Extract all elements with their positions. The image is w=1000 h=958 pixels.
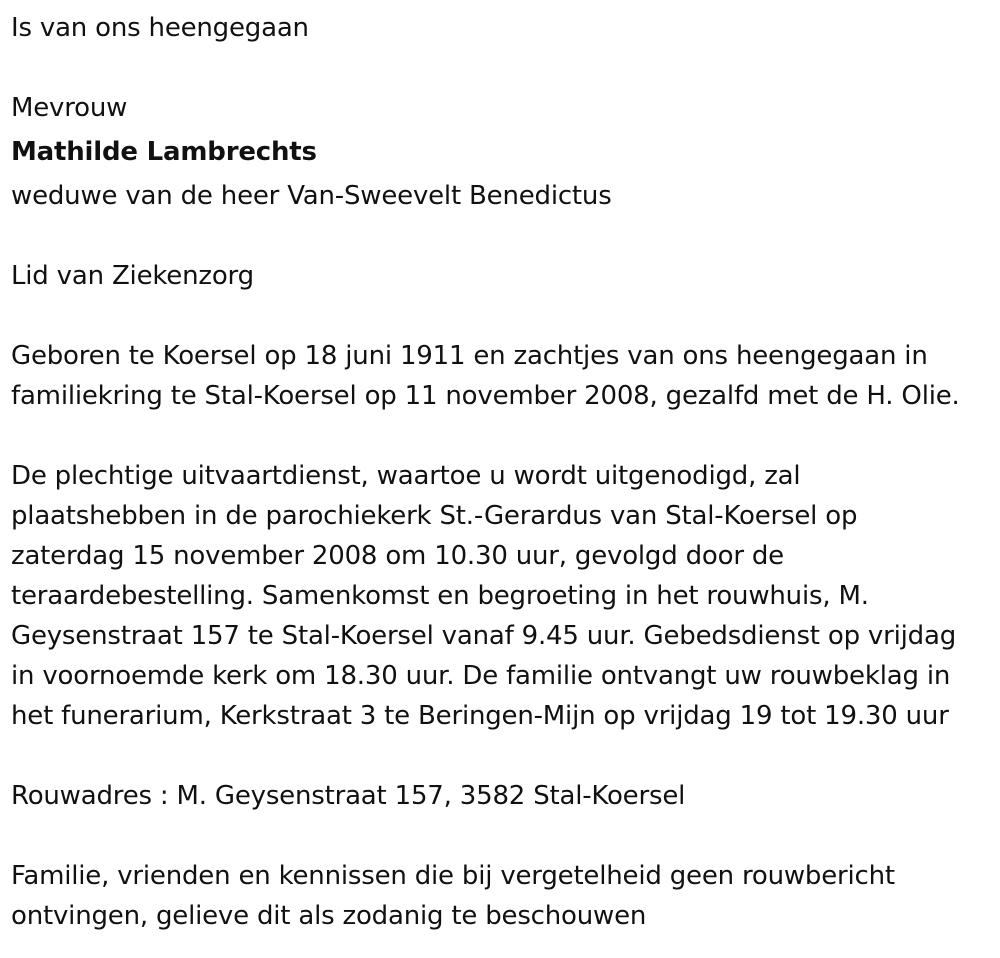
funeral-line: teraardebestelling. Samenkomst en begroeting in het rouwhuis, M. (11, 581, 869, 611)
funeral-line: De plechtige uitvaartdienst, waartoe u wordt uitgenodigd, zal (11, 461, 801, 491)
funeral-line: in voornoemde kerk om 18.30 uur. De familie ontvangt uw rouwbeklag in (11, 661, 951, 691)
spacer (11, 816, 996, 856)
funeral-line: zaterdag 15 november 2008 om 10.30 uur, gevolgd door de (11, 541, 784, 571)
closing-line: Familie, vrienden en kennissen die bij vergetelheid geen rouwbericht (11, 861, 895, 891)
birth-death-line: Geboren te Koersel op 18 juni 1911 en zachtjes van ons heengegaan in (11, 341, 928, 371)
address-line: Rouwadres : M. Geysenstraat 157, 3582 Stal-Koersel (11, 781, 686, 811)
spacer (11, 48, 996, 88)
funeral-line: het funerarium, Kerkstraat 3 te Beringen-Mijn op vrijdag 19 tot 19.30 uur (11, 701, 949, 731)
spacer (11, 736, 996, 776)
birth-death-line: familiekring te Stal-Koersel op 11 november 2008, gezalfd met de H. Olie. (11, 381, 960, 411)
spouse-line: weduwe van de heer Van-Sweevelt Benedictus (11, 181, 612, 211)
funeral-line: plaatshebben in de parochiekerk St.-Gerardus van Stal-Koersel op (11, 501, 858, 531)
spacer (11, 296, 996, 336)
spacer (11, 416, 996, 456)
deceased-name: Mathilde Lambrechts (11, 137, 317, 167)
salutation: Mevrouw (11, 93, 128, 123)
membership-line: Lid van Ziekenzorg (11, 261, 254, 291)
obituary-notice (11, 8, 996, 936)
spacer (11, 216, 996, 256)
intro-line: Is van ons heengegaan (11, 13, 309, 43)
funeral-line: Geysenstraat 157 te Stal-Koersel vanaf 9.45 uur. Gebedsdienst op vrijdag (11, 621, 956, 651)
closing-line: ontvingen, gelieve dit als zodanig te beschouwen (11, 901, 647, 931)
